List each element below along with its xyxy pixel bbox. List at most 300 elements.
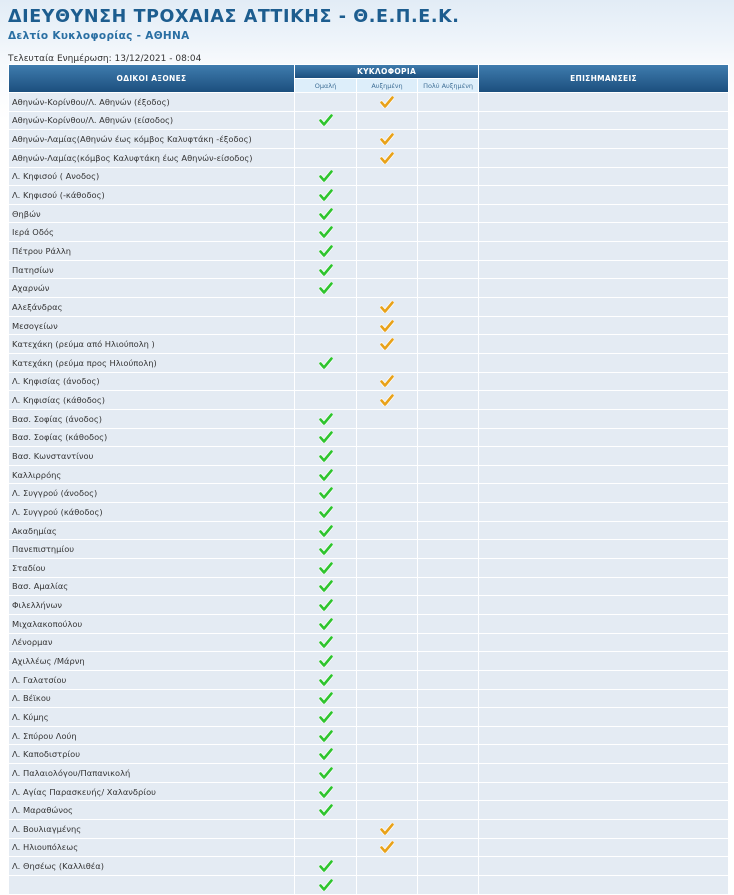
table-row xyxy=(9,839,728,857)
orange-check-icon xyxy=(380,96,394,108)
status-cell-increased xyxy=(357,242,417,260)
header-level-increased: Αυξημένη xyxy=(357,79,417,92)
notes-cell xyxy=(479,820,728,838)
green-check-icon xyxy=(319,730,333,742)
status-cell-very-increased xyxy=(418,578,478,596)
notes-cell xyxy=(479,540,728,558)
notes-cell xyxy=(479,484,728,502)
notes-cell xyxy=(479,205,728,223)
road-name: Κατεχάκη (ρεύμα προς Ηλιούπολη) xyxy=(9,354,294,372)
green-check-icon xyxy=(319,413,333,425)
status-cell-increased xyxy=(357,354,417,372)
notes-cell xyxy=(479,298,728,316)
table-row xyxy=(9,205,728,223)
last-updated-text: Τελευταία Ενημέρωση: 13/12/2021 - 08:04 xyxy=(8,54,202,64)
status-cell-increased xyxy=(357,484,417,502)
notes-cell xyxy=(479,391,728,409)
status-cell-increased xyxy=(357,186,417,204)
status-cell-increased xyxy=(357,857,417,875)
status-cell-very-increased xyxy=(418,112,478,130)
status-cell-normal xyxy=(295,391,356,409)
road-name: Βασ. Σοφίας (άνοδος) xyxy=(9,410,294,428)
table-row xyxy=(9,503,728,521)
status-cell-very-increased xyxy=(418,559,478,577)
status-cell-increased xyxy=(357,839,417,857)
table-row xyxy=(9,279,728,297)
notes-cell xyxy=(479,578,728,596)
status-cell-normal xyxy=(295,223,356,241)
status-cell-increased xyxy=(357,205,417,223)
status-cell-normal xyxy=(295,690,356,708)
notes-cell xyxy=(479,242,728,260)
notes-cell xyxy=(479,503,728,521)
status-cell-very-increased xyxy=(418,317,478,335)
green-check-icon xyxy=(319,674,333,686)
status-cell-increased xyxy=(357,317,417,335)
table-row xyxy=(9,410,728,428)
green-check-icon xyxy=(319,282,333,294)
table-row xyxy=(9,168,728,186)
status-cell-increased xyxy=(357,298,417,316)
notes-cell xyxy=(479,93,728,111)
green-check-icon xyxy=(319,655,333,667)
status-cell-increased xyxy=(357,503,417,521)
page-subtitle: Δελτίο Κυκλοφορίας - ΑΘΗΝΑ xyxy=(8,30,190,42)
notes-cell xyxy=(479,522,728,540)
status-cell-increased xyxy=(357,540,417,558)
status-cell-very-increased xyxy=(418,727,478,745)
green-check-icon xyxy=(319,189,333,201)
status-cell-increased xyxy=(357,149,417,167)
road-name: Λ. Συγγρού (κάθοδος) xyxy=(9,503,294,521)
header-notes: ΕΠΙΣΗΜΑΝΣΕΙΣ xyxy=(479,65,728,92)
table-row xyxy=(9,690,728,708)
table-row xyxy=(9,261,728,279)
notes-cell xyxy=(479,168,728,186)
status-cell-increased xyxy=(357,168,417,186)
notes-cell xyxy=(479,615,728,633)
notes-cell xyxy=(479,690,728,708)
green-check-icon xyxy=(319,245,333,257)
status-cell-normal xyxy=(295,801,356,819)
green-check-icon xyxy=(319,767,333,779)
notes-cell xyxy=(479,354,728,372)
status-cell-very-increased xyxy=(418,708,478,726)
status-cell-very-increased xyxy=(418,279,478,297)
status-cell-normal xyxy=(295,149,356,167)
orange-check-icon xyxy=(380,152,394,164)
table-row xyxy=(9,540,728,558)
notes-cell xyxy=(479,279,728,297)
table-row xyxy=(9,708,728,726)
green-check-icon xyxy=(319,599,333,611)
road-name: Αθηνών-Κορίνθου/Λ. Αθηνών (έξοδος) xyxy=(9,93,294,111)
road-name: Καλλιρρόης xyxy=(9,466,294,484)
status-cell-very-increased xyxy=(418,261,478,279)
table-row xyxy=(9,298,728,316)
status-cell-normal xyxy=(295,112,356,130)
table-row xyxy=(9,783,728,801)
status-cell-very-increased xyxy=(418,745,478,763)
status-cell-normal xyxy=(295,615,356,633)
status-cell-very-increased xyxy=(418,335,478,353)
table-row xyxy=(9,93,728,111)
status-cell-very-increased xyxy=(418,540,478,558)
status-cell-normal xyxy=(295,429,356,447)
status-cell-very-increased xyxy=(418,429,478,447)
table-row xyxy=(9,745,728,763)
status-cell-normal xyxy=(295,876,356,894)
green-check-icon xyxy=(319,114,333,126)
road-name: Αθηνών-Λαμίας(Αθηνών έως κόμβος Καλυφτάκη -έξοδος) xyxy=(9,130,294,148)
status-cell-normal xyxy=(295,317,356,335)
road-name: Λ. Μαραθώνος xyxy=(9,801,294,819)
status-cell-increased xyxy=(357,764,417,782)
road-name: Λ. Βουλιαγμένης xyxy=(9,820,294,838)
table-row xyxy=(9,764,728,782)
road-name: Ιερά Οδός xyxy=(9,223,294,241)
green-check-icon xyxy=(319,226,333,238)
status-cell-normal xyxy=(295,484,356,502)
status-cell-very-increased xyxy=(418,634,478,652)
status-cell-normal xyxy=(295,130,356,148)
header-traffic: ΚΥΚΛΟΦΟΡΙΑ xyxy=(295,65,478,78)
table-row xyxy=(9,820,728,838)
green-check-icon xyxy=(319,748,333,760)
status-cell-increased xyxy=(357,820,417,838)
status-cell-very-increased xyxy=(418,242,478,260)
status-cell-increased xyxy=(357,429,417,447)
status-cell-normal xyxy=(295,354,356,372)
road-name: Σταδίου xyxy=(9,559,294,577)
status-cell-normal xyxy=(295,764,356,782)
notes-cell xyxy=(479,373,728,391)
notes-cell xyxy=(479,876,728,894)
table-row xyxy=(9,615,728,633)
table-row xyxy=(9,466,728,484)
road-name xyxy=(9,876,294,894)
status-cell-increased xyxy=(357,671,417,689)
table-row xyxy=(9,559,728,577)
notes-cell xyxy=(479,634,728,652)
notes-cell xyxy=(479,652,728,670)
header-level-normal: Ομαλή xyxy=(295,79,356,92)
table-row xyxy=(9,484,728,502)
status-cell-very-increased xyxy=(418,876,478,894)
status-cell-normal xyxy=(295,652,356,670)
status-cell-increased xyxy=(357,373,417,391)
status-cell-very-increased xyxy=(418,354,478,372)
green-check-icon xyxy=(319,431,333,443)
status-cell-normal xyxy=(295,783,356,801)
status-cell-very-increased xyxy=(418,652,478,670)
green-check-icon xyxy=(319,618,333,630)
notes-cell xyxy=(479,447,728,465)
table-row xyxy=(9,596,728,614)
road-name: Μεσογείων xyxy=(9,317,294,335)
table-row xyxy=(9,447,728,465)
notes-cell xyxy=(479,801,728,819)
green-check-icon xyxy=(319,804,333,816)
road-name: Πανεπιστημίου xyxy=(9,540,294,558)
road-name: Λ. Καποδιστρίου xyxy=(9,745,294,763)
status-cell-increased xyxy=(357,522,417,540)
status-cell-very-increased xyxy=(418,410,478,428)
status-cell-normal xyxy=(295,373,356,391)
table-row xyxy=(9,242,728,260)
notes-cell xyxy=(479,596,728,614)
road-name: Λ. Κύμης xyxy=(9,708,294,726)
road-name: Αλεξάνδρας xyxy=(9,298,294,316)
status-cell-very-increased xyxy=(418,839,478,857)
notes-cell xyxy=(479,727,728,745)
table-row xyxy=(9,801,728,819)
green-check-icon xyxy=(319,525,333,537)
green-check-icon xyxy=(319,543,333,555)
status-cell-very-increased xyxy=(418,93,478,111)
status-cell-increased xyxy=(357,335,417,353)
status-cell-normal xyxy=(295,820,356,838)
orange-check-icon xyxy=(380,841,394,853)
status-cell-very-increased xyxy=(418,820,478,838)
status-cell-increased xyxy=(357,690,417,708)
orange-check-icon xyxy=(380,823,394,835)
table-row xyxy=(9,112,728,130)
status-cell-normal xyxy=(295,839,356,857)
status-cell-increased xyxy=(357,279,417,297)
table-row xyxy=(9,317,728,335)
notes-cell xyxy=(479,745,728,763)
status-cell-very-increased xyxy=(418,298,478,316)
road-name: Θηβών xyxy=(9,205,294,223)
status-cell-normal xyxy=(295,261,356,279)
status-cell-increased xyxy=(357,801,417,819)
status-cell-normal xyxy=(295,242,356,260)
road-name: Αχιλλέως /Μάρνη xyxy=(9,652,294,670)
road-name: Λ. Παλαιολόγου/Παπανικολή xyxy=(9,764,294,782)
header-level-very-increased: Πολύ Αυξημένη xyxy=(418,79,478,92)
status-cell-increased xyxy=(357,261,417,279)
status-cell-very-increased xyxy=(418,522,478,540)
status-cell-increased xyxy=(357,596,417,614)
status-cell-very-increased xyxy=(418,764,478,782)
table-row xyxy=(9,186,728,204)
road-name: Φιλελλήνων xyxy=(9,596,294,614)
orange-check-icon xyxy=(380,394,394,406)
orange-check-icon xyxy=(380,338,394,350)
status-cell-very-increased xyxy=(418,783,478,801)
status-cell-normal xyxy=(295,745,356,763)
status-cell-normal xyxy=(295,857,356,875)
status-cell-normal xyxy=(295,503,356,521)
orange-check-icon xyxy=(380,375,394,387)
road-name: Λ. Γαλατσίου xyxy=(9,671,294,689)
notes-cell xyxy=(479,671,728,689)
status-cell-very-increased xyxy=(418,447,478,465)
status-cell-normal xyxy=(295,634,356,652)
status-cell-normal xyxy=(295,671,356,689)
status-cell-very-increased xyxy=(418,130,478,148)
status-cell-increased xyxy=(357,708,417,726)
status-cell-normal xyxy=(295,559,356,577)
road-name: Ακαδημίας xyxy=(9,522,294,540)
status-cell-normal xyxy=(295,298,356,316)
status-cell-normal xyxy=(295,522,356,540)
status-cell-increased xyxy=(357,466,417,484)
green-check-icon xyxy=(319,786,333,798)
orange-check-icon xyxy=(380,301,394,313)
status-cell-very-increased xyxy=(418,205,478,223)
road-name: Λ. Κηφισίας (κάθοδος) xyxy=(9,391,294,409)
road-name: Αθηνών-Κορίνθου/Λ. Αθηνών (είσοδος) xyxy=(9,112,294,130)
notes-cell xyxy=(479,559,728,577)
status-cell-very-increased xyxy=(418,168,478,186)
road-name: Αχαρνών xyxy=(9,279,294,297)
notes-cell xyxy=(479,857,728,875)
traffic-rows xyxy=(9,93,728,894)
table-row xyxy=(9,223,728,241)
status-cell-increased xyxy=(357,559,417,577)
status-cell-very-increased xyxy=(418,484,478,502)
notes-cell xyxy=(479,186,728,204)
status-cell-increased xyxy=(357,615,417,633)
green-check-icon xyxy=(319,487,333,499)
status-cell-normal xyxy=(295,578,356,596)
status-cell-increased xyxy=(357,634,417,652)
road-name: Λ. Συγγρού (άνοδος) xyxy=(9,484,294,502)
notes-cell xyxy=(479,149,728,167)
status-cell-normal xyxy=(295,708,356,726)
green-check-icon xyxy=(319,469,333,481)
notes-cell xyxy=(479,112,728,130)
status-cell-normal xyxy=(295,410,356,428)
status-cell-normal xyxy=(295,205,356,223)
status-cell-very-increased xyxy=(418,857,478,875)
notes-cell xyxy=(479,429,728,447)
status-cell-very-increased xyxy=(418,186,478,204)
orange-check-icon xyxy=(380,133,394,145)
road-name: Βασ. Κωνσταντίνου xyxy=(9,447,294,465)
status-cell-increased xyxy=(357,783,417,801)
notes-cell xyxy=(479,335,728,353)
table-row xyxy=(9,876,728,894)
road-name: Μιχαλακοπούλου xyxy=(9,615,294,633)
status-cell-increased xyxy=(357,727,417,745)
status-cell-increased xyxy=(357,93,417,111)
status-cell-very-increased xyxy=(418,615,478,633)
green-check-icon xyxy=(319,170,333,182)
notes-cell xyxy=(479,839,728,857)
status-cell-very-increased xyxy=(418,690,478,708)
status-cell-normal xyxy=(295,186,356,204)
orange-check-icon xyxy=(380,320,394,332)
status-cell-increased xyxy=(357,223,417,241)
status-cell-increased xyxy=(357,652,417,670)
table-row xyxy=(9,671,728,689)
green-check-icon xyxy=(319,357,333,369)
table-row xyxy=(9,857,728,875)
notes-cell xyxy=(479,708,728,726)
road-name: Βασ. Αμαλίας xyxy=(9,578,294,596)
status-cell-normal xyxy=(295,540,356,558)
table-row xyxy=(9,634,728,652)
status-cell-very-increased xyxy=(418,391,478,409)
road-name: Λ. Αγίας Παρασκευής/ Χαλανδρίου xyxy=(9,783,294,801)
table-row xyxy=(9,130,728,148)
traffic-table xyxy=(8,64,729,895)
notes-cell xyxy=(479,410,728,428)
road-name: Λ. Σπύρου Λούη xyxy=(9,727,294,745)
notes-cell xyxy=(479,261,728,279)
green-check-icon xyxy=(319,711,333,723)
road-name: Λ. Κηφισίας (άνοδος) xyxy=(9,373,294,391)
status-cell-very-increased xyxy=(418,596,478,614)
table-row xyxy=(9,149,728,167)
green-check-icon xyxy=(319,562,333,574)
status-cell-very-increased xyxy=(418,373,478,391)
status-cell-increased xyxy=(357,391,417,409)
road-name: Πέτρου Ράλλη xyxy=(9,242,294,260)
road-name: Λ. Κηφισού ( Ανοδος) xyxy=(9,168,294,186)
status-cell-very-increased xyxy=(418,223,478,241)
green-check-icon xyxy=(319,636,333,648)
table-row xyxy=(9,391,728,409)
status-cell-increased xyxy=(357,447,417,465)
table-row xyxy=(9,354,728,372)
status-cell-normal xyxy=(295,93,356,111)
page-title: ΔΙΕΥΘΥΝΣΗ ΤΡΟΧΑΙΑΣ ΑΤΤΙΚΗΣ - Θ.Ε.Π.Ε.Κ. xyxy=(8,7,460,27)
road-name: Βασ. Σοφίας (κάθοδος) xyxy=(9,429,294,447)
road-name: Πατησίων xyxy=(9,261,294,279)
table-row xyxy=(9,429,728,447)
status-cell-very-increased xyxy=(418,466,478,484)
table-row xyxy=(9,578,728,596)
status-cell-increased xyxy=(357,410,417,428)
table-row xyxy=(9,522,728,540)
status-cell-increased xyxy=(357,745,417,763)
notes-cell xyxy=(479,466,728,484)
road-name: Κατεχάκη (ρεύμα από Ηλιούπολη ) xyxy=(9,335,294,353)
table-row xyxy=(9,373,728,391)
status-cell-normal xyxy=(295,335,356,353)
table-row xyxy=(9,335,728,353)
status-cell-very-increased xyxy=(418,149,478,167)
road-name: Λ. Κηφισού (-κάθοδος) xyxy=(9,186,294,204)
notes-cell xyxy=(479,223,728,241)
table-row xyxy=(9,652,728,670)
notes-cell xyxy=(479,783,728,801)
green-check-icon xyxy=(319,860,333,872)
green-check-icon xyxy=(319,208,333,220)
status-cell-increased xyxy=(357,578,417,596)
status-cell-normal xyxy=(295,596,356,614)
status-cell-normal xyxy=(295,466,356,484)
status-cell-normal xyxy=(295,168,356,186)
status-cell-increased xyxy=(357,112,417,130)
notes-cell xyxy=(479,130,728,148)
green-check-icon xyxy=(319,506,333,518)
status-cell-very-increased xyxy=(418,671,478,689)
road-name: Λένορμαν xyxy=(9,634,294,652)
green-check-icon xyxy=(319,450,333,462)
status-cell-normal xyxy=(295,279,356,297)
status-cell-normal xyxy=(295,447,356,465)
road-name: Αθηνών-Λαμίας(κόμβος Καλυφτάκη έως Αθηνών-είσοδος) xyxy=(9,149,294,167)
header-roads: ΟΔΙΚΟΙ ΑΞΟΝΕΣ xyxy=(9,65,294,92)
green-check-icon xyxy=(319,264,333,276)
status-cell-increased xyxy=(357,130,417,148)
road-name: Λ. Ηλιουπόλεως xyxy=(9,839,294,857)
